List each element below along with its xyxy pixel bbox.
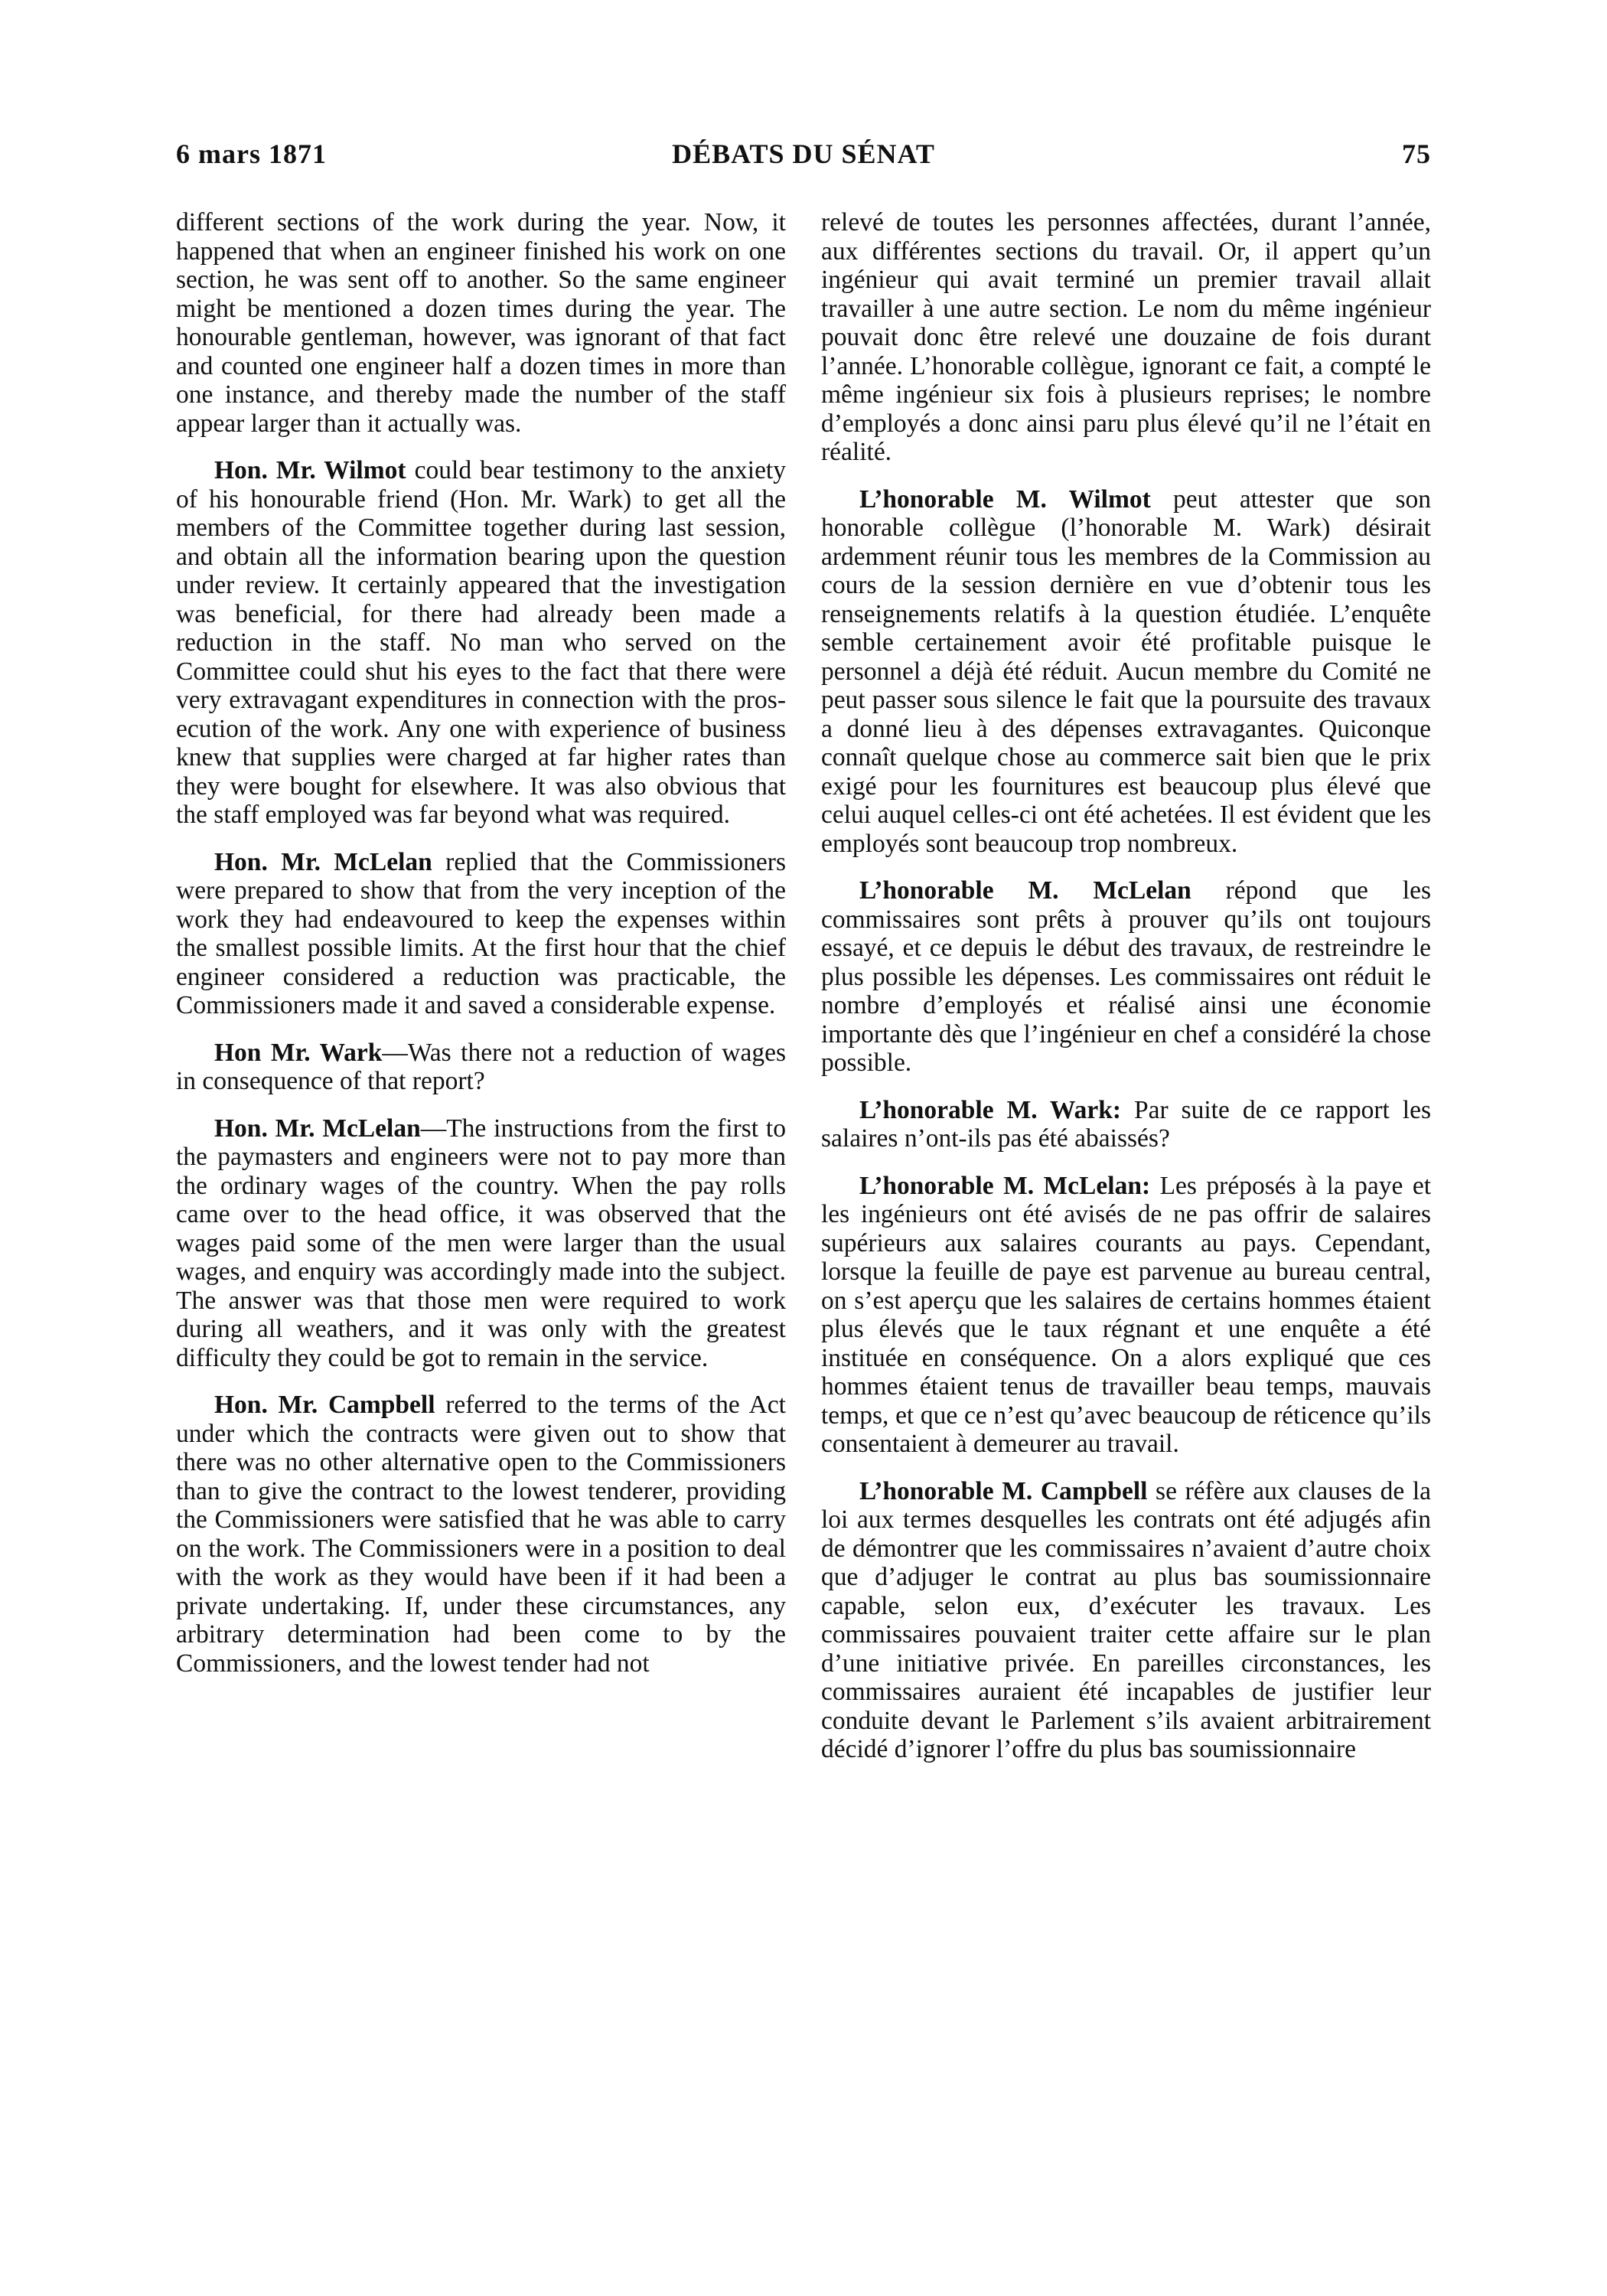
paragraph: [821, 876, 1431, 1078]
header-date: 6 mars 1871: [176, 139, 327, 169]
speaker-name: Hon. Mr. Wilmot: [214, 456, 406, 484]
speaker-name: L’honorable M. McLelan:: [859, 1171, 1151, 1200]
speaker-name: L’honorable M. Campbell: [859, 1476, 1148, 1505]
paragraph-text: peut attester que son honorable collègue (l’honorable M. Wark) désirait ardemment réunir tous les membres de la Commission au cours de la session dernière en vue d’obtenir tous les renseignements relatifs à la question étudiée. L’enquête semble certainement avoir été profitable puisque le personnel a déjà été réduit. Aucun membre du Comité ne peut passer sous silence le fait que la poursuite des travaux a donné lieu à des dépenses extravagantes. Quiconque connaît quelque chose au commerce sait bien que le prix exigé pour les fournitures est beaucoup plus élevé que celui auquel celles-ci ont été achetées. Il est évident que les employés sont beaucoup trop nombreux.: [821, 484, 1431, 858]
speaker-name: Hon. Mr. McLelan: [214, 1114, 421, 1143]
paragraph: [176, 1114, 786, 1373]
paragraph: [176, 456, 786, 830]
paragraph-text: —Was there not a reduction of wages in consequence of that report?: [176, 1038, 786, 1095]
paragraph-text: referred to the terms of the Act under which the contracts were given out to show that there was no other alternative open to the Commissioners than to give the contract to the lowest tenderer, providing the Commissioners were satisfied that he was able to carry on the work. The Commissioners were in a position to deal with the work as they would have been if it had been a private undertaking. If, under these circumstances, any arbitrary determination had been come to by the Commissioners, and the lowest tender had not: [176, 1391, 786, 1678]
paragraph: [821, 1096, 1431, 1153]
page-number: 75: [1402, 139, 1431, 169]
speaker-name: L’honorable M. Wilmot: [859, 484, 1151, 514]
paragraph-text: could bear testimony to the anxiety of his honourable friend (Hon. Mr. Wark) to get all the members of the Committee together during last session, and obtain all the information bearing upon the question under review. It certainly appeared that the investigation was beneficial, for there had already been made a reduction in the staff. No man who served on the Committee could shut his eyes to the fact that there were very extravagant expenditures in connection with the prosecution of the work. Any one with experience of business knew that supplies were charged at far higher rates than they were bought for elsewhere. It was also obvious that the staff employed was far beyond what was required.: [176, 456, 786, 829]
paragraph: [176, 1039, 786, 1096]
paragraph: [821, 485, 1431, 859]
paragraph-text: —The instructions from the first to the paymasters and engineers were not to pay more than the ordinary wages of the country. When the pay rolls came over to the head office, it was observed that the wages paid some of the men were larger than the usual wages, and enquiry was accordingly made into the subject. The answer was that those men were required to work during all weathers, and it was only with the greatest difficulty they could be got to remain in the service.: [176, 1114, 786, 1372]
speaker-name: Hon. Mr. Campbell: [214, 1391, 435, 1419]
paragraph-text: relevé de toutes les personnes affectées, durant l’année, aux différentes sections du travail. Or, il appert qu’un ingénieur qui avait terminé un premier travail allait travailler à une autre section. Le nom du même ingénieur pouvait donc être relevé une douzaine de fois durant l’année. L’honorable collègue, ignorant ce fait, a compté le même ingénieur six fois à plusieurs reprises; le nombre d’employés a donc ainsi paru plus élevé qu’il ne l’était en réalité.: [821, 208, 1431, 466]
speaker-name: L’honorable M. McLelan: [859, 876, 1191, 905]
header-title: DÉBATS DU SÉNAT: [672, 139, 935, 169]
paragraph: [176, 1391, 786, 1678]
running-head: [176, 138, 1431, 176]
paragraph: [821, 1172, 1431, 1459]
speaker-name: Hon. Mr. McLelan: [214, 847, 432, 876]
paragraph-text: Les préposés à la paye et les ingénieurs ont été avisés de ne pas offrir de salaires supérieurs aux salaires courants au pays. Cependant, lorsque la feuille de paye est parvenue au bureau central, on s’est aperçu que les salaires de certains hommes étaient plus élevés que le taux régnant et une enquête a été instituée en conséquence. On a alors expliqué que ces hommes étaient tenus de travailler beau temps, mauvais temps, et que ce n’est qu’avec beaucoup de réticence qu’ils consentaient à demeurer au travail.: [821, 1171, 1432, 1458]
speaker-name: Hon Mr. Wark: [214, 1038, 383, 1067]
speaker-name: L’honorable M. Wark:: [859, 1095, 1121, 1124]
english-column: [176, 208, 786, 1696]
paragraph-text: Par suite de ce rapport les salaires n’ont-ils pas été abaissés?: [821, 1095, 1432, 1153]
paragraph: [176, 848, 786, 1020]
french-column: [821, 208, 1431, 1782]
paragraph-text: different sections of the work during the year. Now, it happened that when an engineer finished his work on one section, he was sent off to another. So the same engineer might be mentioned a dozen times during the year. The honourable gentleman, however, was ignorant of that fact and counted one engineer half a dozen times in more than one instance, and thereby made the number of the staff appear larger than it actually was.: [176, 208, 786, 438]
paragraph-text: répond que les commissaires sont prêts à prouver qu’ils ont toujours essayé, et ce depuis le début des travaux, de restreindre le plus possible les dépenses. Les commissaires ont réduit le nombre d’employés et réalisé ainsi une économie importante dès que l’ingénieur en chef a considéré la chose possible.: [821, 876, 1432, 1077]
paragraph: [176, 208, 786, 438]
paragraph-text: se réfère aux clauses de la loi aux termes desquelles les contrats ont été adjugés afin de démontrer que les commissaires n’avaient d’autre choix que d’adjuger le contrat au plus bas soumissionnaire capable, selon eux, d’exécuter les travaux. Les commissaires pouvaient traiter cette affaire sur le plan d’une initiative privée. En pareilles circonstances, les commissaires auraient été incapables de justifier leur conduite devant le Parlement s’ils avaient arbitrairement décidé d’ignorer l’offre du plus bas soumissionnaire: [821, 1476, 1431, 1763]
paragraph: [821, 1477, 1431, 1764]
paragraph-text: replied that the Commissioners were prepared to show that from the very inception of the work they had endeavoured to keep the expenses within the smallest possible limits. At the first hour that the chief engineer considered a reduction was practicable, the Commissioners made it and saved a considerable expense.: [176, 847, 786, 1019]
paragraph: [821, 208, 1431, 467]
